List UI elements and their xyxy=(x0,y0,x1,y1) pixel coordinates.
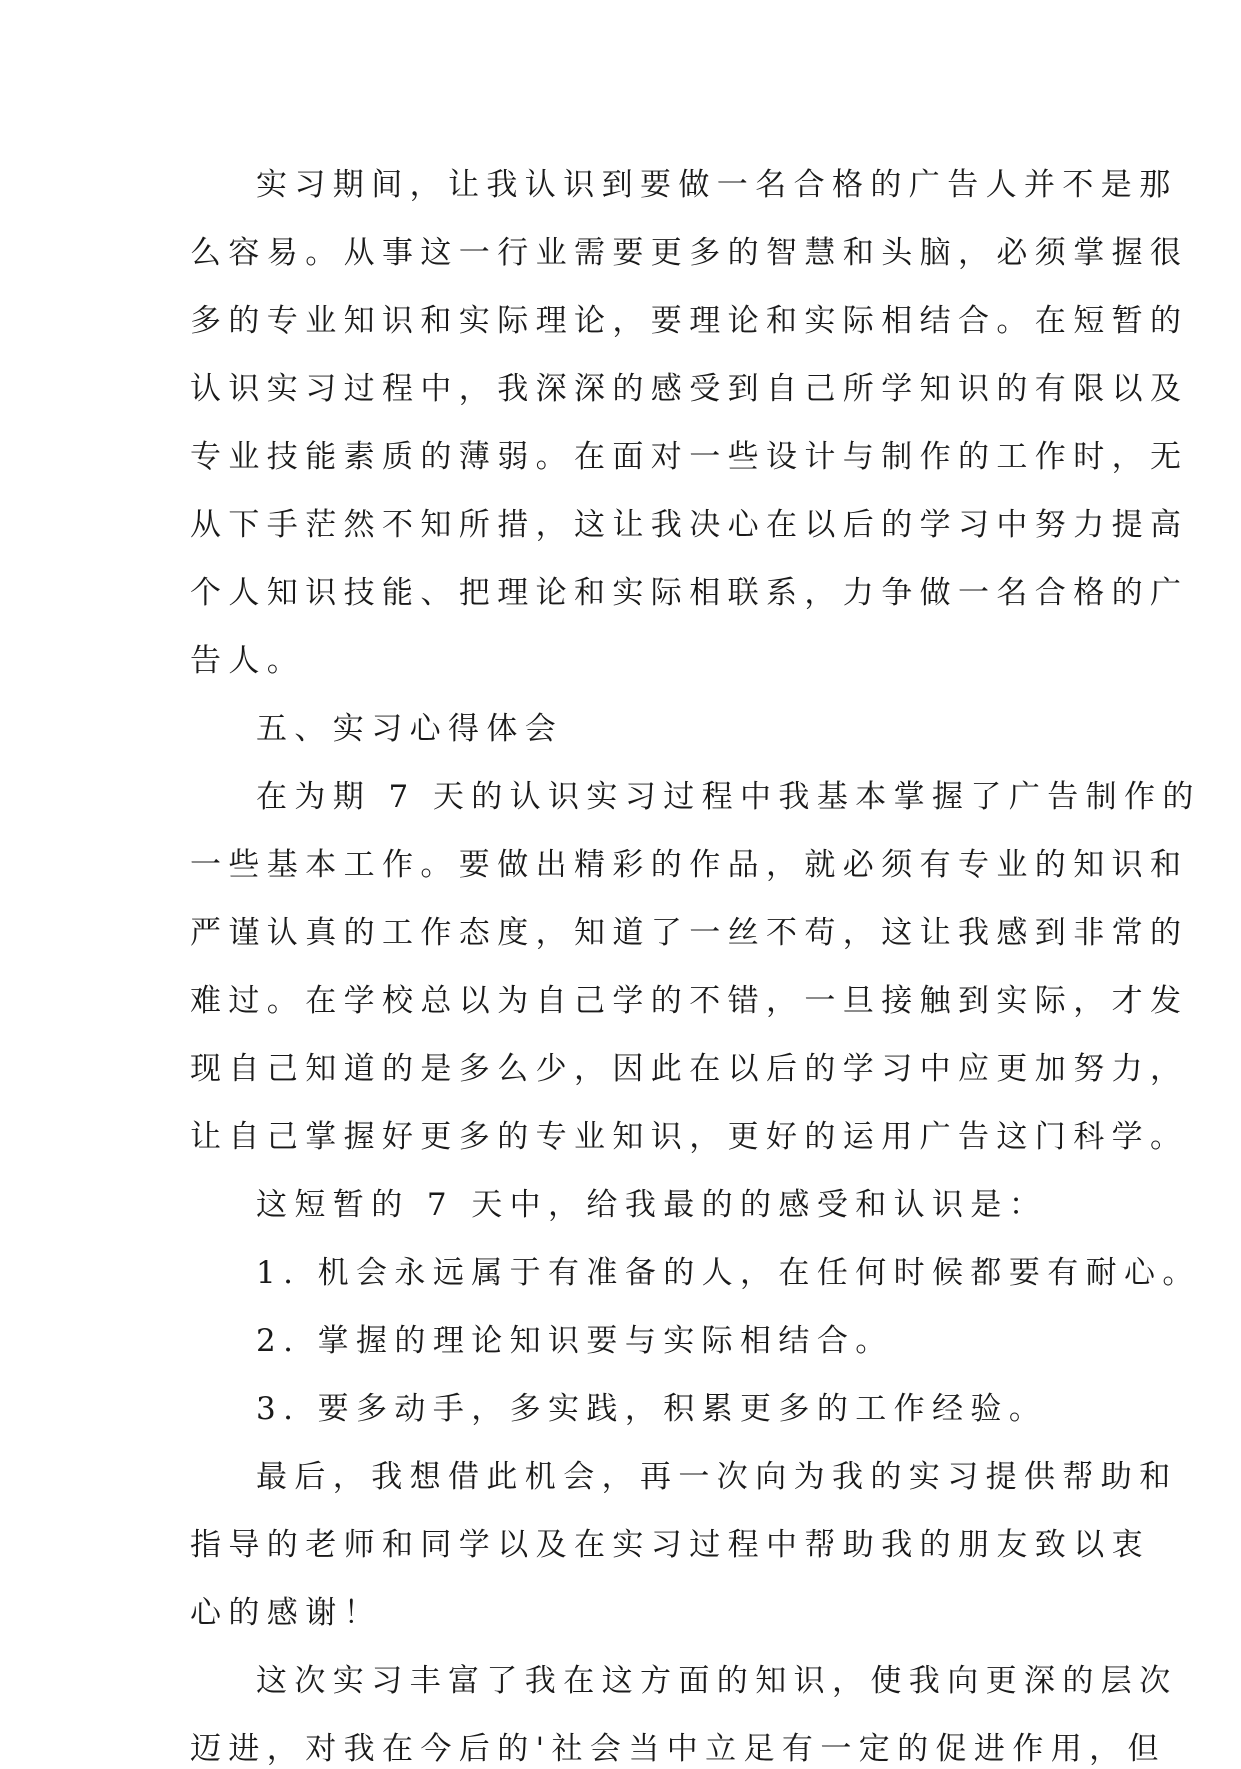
text-line: 认识实习过程中，我深深的感受到自己所学知识的有限以及 xyxy=(190,371,1189,407)
text-line: 严谨认真的工作态度，知道了一丝不苟，这让我感到非常的 xyxy=(190,915,1189,951)
text-line: 最后，我想借此机会，再一次向为我的实习提供帮助和 xyxy=(256,1459,1178,1495)
text-line: 在为期 7 天的认识实习过程中我基本掌握了广告制作的 xyxy=(256,779,1201,815)
list-item: 3. 要多动手，多实践，积累更多的工作经验。 xyxy=(256,1391,1048,1427)
text-line: 指导的老师和同学以及在实习过程中帮助我的朋友致以衷 xyxy=(190,1527,1150,1563)
text-line: 从下手茫然不知所措，这让我决心在以后的学习中努力提高 xyxy=(190,507,1189,543)
text-line: 告人。 xyxy=(190,643,306,679)
text-line: 迈进，对我在今后的'社会当中立足有一定的促进作用，但 xyxy=(190,1731,1166,1767)
text-line: 这次实习丰富了我在这方面的知识，使我向更深的层次 xyxy=(256,1663,1178,1699)
list-item: 2. 掌握的理论知识要与实际相结合。 xyxy=(256,1323,894,1359)
text-line: 一些基本工作。要做出精彩的作品，就必须有专业的知识和 xyxy=(190,847,1189,883)
text-line: 么容易。从事这一行业需要更多的智慧和头脑，必须掌握很 xyxy=(190,235,1189,271)
text-line: 这短暂的 7 天中，给我最的的感受和认识是： xyxy=(256,1187,1048,1223)
text-line: 多的专业知识和实际理论，要理论和实际相结合。在短暂的 xyxy=(190,303,1189,339)
text-line: 让自己掌握好更多的专业知识，更好的运用广告这门科学。 xyxy=(190,1119,1189,1155)
section-heading: 五、实习心得体会 xyxy=(256,711,564,747)
text-line: 实习期间，让我认识到要做一名合格的广告人并不是那 xyxy=(256,167,1178,203)
text-line: 个人知识技能、把理论和实际相联系，力争做一名合格的广 xyxy=(190,575,1189,611)
text-line: 难过。在学校总以为自己学的不错，一旦接触到实际，才发 xyxy=(190,983,1189,1019)
text-line: 专业技能素质的薄弱。在面对一些设计与制作的工作时，无 xyxy=(190,439,1189,475)
list-item: 1. 机会永远属于有准备的人，在任何时候都要有耐心。 xyxy=(256,1255,1201,1291)
text-line: 心的感谢！ xyxy=(190,1595,382,1631)
text-line: 现自己知道的是多么少，因此在以后的学习中应更加努力， xyxy=(190,1051,1189,1087)
